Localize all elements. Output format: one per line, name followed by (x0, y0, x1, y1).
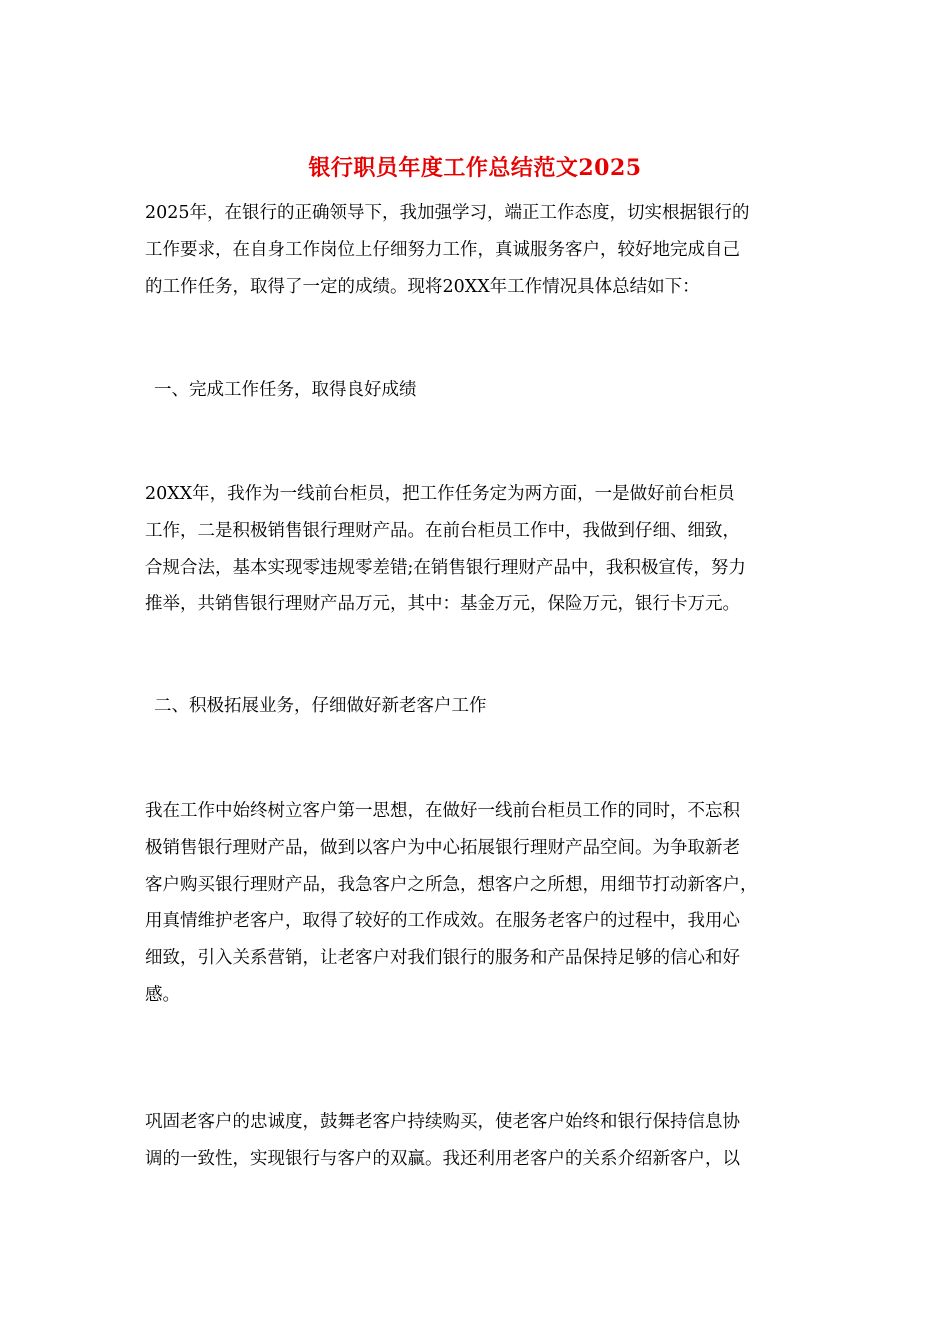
section1-paragraph (145, 476, 813, 623)
section2-line: 客户购买银行理财产品，我急客户之所急，想客户之所想，用细节打动新客户， (145, 874, 758, 895)
section2-paragraph (145, 793, 813, 1014)
document-title: 银行职员年度工作总结范文2025 (308, 155, 642, 181)
section2-continuation-line: 巩固老客户的忠诚度，鼓舞老客户持续购买，使老客户始终和银行保持信息协 (145, 1112, 740, 1132)
section2-line: 我在工作中始终树立客户第一思想，在做好一线前台柜员工作的同时，不忘积 (145, 801, 740, 821)
section1-line: 合规合法，基本实现零违规零差错;在销售银行理财产品中，我积极宣传，努力 (145, 557, 746, 578)
section1-heading-text: 一、完成工作任务，取得良好成绩 (154, 380, 417, 400)
intro-line: 的工作任务，取得了一定的成绩。现将20XX年工作情况具体总结如下： (145, 276, 700, 297)
section2-line: 细致，引入关系营销，让老客户对我们银行的服务和产品保持足够的信心和好 (145, 948, 740, 969)
intro-line: 2025年，在银行的正确领导下，我加强学习，端正工作态度，切实根据银行的 (145, 203, 750, 223)
section2-continuation-line: 调的一致性，实现银行与客户的双赢。我还利用老客户的关系介绍新客户，以 (145, 1148, 740, 1169)
intro-line: 工作要求，在自身工作岗位上仔细努力工作，真诚服务客户，较好地完成自己 (145, 239, 740, 260)
section1-line: 20XX年，我作为一线前台柜员，把工作任务定为两方面，一是做好前台柜员 (145, 484, 735, 504)
section2-heading-text: 二、积极拓展业务，仔细做好新老客户工作 (154, 696, 487, 716)
section2-line: 感。 (145, 984, 180, 1005)
section1-line: 工作，二是积极销售银行理财产品。在前台柜员工作中，我做到仔细、细致， (145, 520, 740, 541)
intro-paragraph (145, 195, 813, 305)
section1-heading (145, 372, 813, 409)
section2-continuation-paragraph (145, 1104, 813, 1178)
section2-line: 极销售银行理财产品，做到以客户为中心拓展银行理财产品空间。为争取新老 (145, 837, 740, 858)
section1-line: 推举，共销售银行理财产品万元，其中：基金万元，保险万元，银行卡万元。 (145, 594, 740, 615)
section2-line: 用真情维护老客户，取得了较好的工作成效。在服务老客户的过程中，我用心 (145, 911, 740, 932)
section2-heading (145, 688, 813, 725)
